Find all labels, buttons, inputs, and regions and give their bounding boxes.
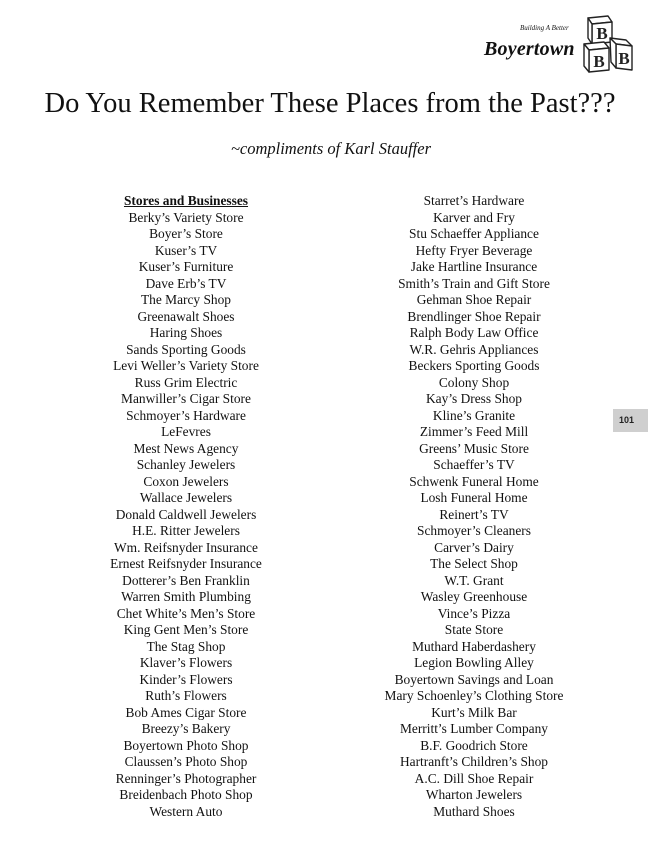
list-item: Breezy’s Bakery xyxy=(141,721,231,736)
list-item: Donald Caldwell Jewelers xyxy=(115,506,257,522)
list-item: Merritt’s Lumber Company xyxy=(399,721,549,736)
list-item: Jake Hartline Insurance xyxy=(410,259,538,274)
alphabet-blocks-icon xyxy=(574,14,634,78)
list-heading: Stores and Businesses xyxy=(123,193,249,208)
list-item: The Stag Shop xyxy=(146,638,226,654)
list-item: Berky’s Variety Store xyxy=(128,209,244,225)
block-letter: B xyxy=(596,24,608,43)
list-item: Brendlinger Shoe Repair xyxy=(407,308,541,324)
list-item: Wharton Jewelers xyxy=(425,787,523,802)
list-item: Gehman Shoe Repair xyxy=(416,292,532,307)
list-item: Schmoyer’s Hardware xyxy=(126,407,246,423)
list-item: Legion Bowling Alley xyxy=(414,655,534,670)
list-item: Wasley Greenhouse xyxy=(420,589,528,604)
list-item: W.T. Grant xyxy=(444,572,504,588)
list-item: Carver’s Dairy xyxy=(434,539,514,555)
list-item: Losh Funeral Home xyxy=(420,490,528,505)
list-item: Ruth’s Flowers xyxy=(145,688,227,703)
list-item: Ralph Body Law Office xyxy=(409,325,539,340)
list-item: Kay’s Dress Shop xyxy=(426,391,522,406)
list-item: Boyertown Savings and Loan xyxy=(394,671,554,687)
list-item: Dave Erb’s TV xyxy=(145,275,227,291)
page-title: Do You Remember These Places from the Past??? xyxy=(44,88,616,119)
list-item: Boyer’s Store xyxy=(149,226,223,241)
list-item: The Marcy Shop xyxy=(141,292,231,307)
list-item: Wallace Jewelers xyxy=(139,490,233,505)
list-item: Smith’s Train and Gift Store xyxy=(398,275,550,291)
list-item: Levi Weller’s Variety Store xyxy=(113,358,259,373)
list-item: Zimmer’s Feed Mill xyxy=(419,424,529,439)
list-item: Greens’ Music Store xyxy=(419,440,529,456)
list-item: Schmoyer’s Cleaners xyxy=(417,523,531,538)
list-item: The Select Shop xyxy=(430,556,518,571)
list-item: Kinder’s Flowers xyxy=(139,671,233,687)
list-item: Claussen’s Photo Shop xyxy=(124,754,248,769)
block-letter: B xyxy=(618,49,630,68)
list-item: Greenawalt Shoes xyxy=(137,308,235,324)
list-item: Muthard Shoes xyxy=(433,803,515,819)
list-item: State Store xyxy=(444,622,504,637)
list-item: Coxon Jewelers xyxy=(143,473,229,489)
page-number-tab: 101 xyxy=(613,409,648,432)
list-item: Kuser’s Furniture xyxy=(138,259,234,274)
page-subtitle: ~compliments of Karl Stauffer xyxy=(230,139,432,158)
list-item: Ernest Reifsnyder Insurance xyxy=(110,556,262,571)
list-item: Reinert’s TV xyxy=(439,506,509,522)
list-item: Hefty Fryer Beverage xyxy=(415,242,533,258)
list-item: Klaver’s Flowers xyxy=(139,655,233,670)
block-letter: B xyxy=(593,52,605,71)
list-item: Breidenbach Photo Shop xyxy=(119,787,253,802)
list-item: Boyertown Photo Shop xyxy=(123,737,249,753)
list-item: Warren Smith Plumbing xyxy=(121,589,251,604)
list-item: Karver and Fry xyxy=(433,209,515,225)
list-item: Kurt’s Milk Bar xyxy=(431,704,517,720)
list-item: Stu Schaeffer Appliance xyxy=(409,226,539,241)
list-item: W.R. Gehris Appliances xyxy=(409,341,539,357)
logo-tagline: Building A Better xyxy=(520,24,569,32)
list-item: Kuser’s TV xyxy=(154,242,218,258)
list-item: B.F. Goodrich Store xyxy=(420,737,528,753)
list-item: Mest News Agency xyxy=(133,440,239,456)
list-item: H.E. Ritter Jewelers xyxy=(132,523,240,538)
list-item: Russ Grim Electric xyxy=(134,374,238,390)
boyertown-logo xyxy=(482,12,634,78)
list-item: Dotterer’s Ben Franklin xyxy=(122,572,250,588)
list-item: LeFevres xyxy=(161,424,211,439)
list-item: Western Auto xyxy=(149,803,223,819)
list-item: Muthard Haberdashery xyxy=(412,638,536,654)
list-item: Chet White’s Men’s Store xyxy=(116,605,256,621)
list-item: Renninger’s Photographer xyxy=(115,770,257,786)
list-item: Beckers Sporting Goods xyxy=(408,358,540,373)
list-item: Sands Sporting Goods xyxy=(126,341,246,357)
list-item: Wm. Reifsnyder Insurance xyxy=(114,539,258,555)
list-item: Schanley Jewelers xyxy=(136,457,236,472)
list-item: A.C. Dill Shoe Repair xyxy=(414,770,534,786)
list-item: Haring Shoes xyxy=(149,325,223,340)
list-item: Starret’s Hardware xyxy=(423,193,525,208)
list-item: Manwiller’s Cigar Store xyxy=(121,391,251,406)
list-item: Hartranft’s Children’s Shop xyxy=(399,754,549,769)
list-item: Schaeffer’s TV xyxy=(433,457,515,472)
stores-list-right xyxy=(364,193,584,820)
list-item: Vince’s Pizza xyxy=(437,605,511,621)
list-item: Colony Shop xyxy=(438,374,510,390)
list-item: Kline’s Granite xyxy=(432,407,516,423)
logo-name: Boyertown xyxy=(484,38,575,60)
list-item: Schwenk Funeral Home xyxy=(409,473,539,489)
list-item: Mary Schoenley’s Clothing Store xyxy=(384,688,564,703)
list-item: Bob Ames Cigar Store xyxy=(125,704,247,720)
stores-list-left xyxy=(76,193,296,820)
list-item: King Gent Men’s Store xyxy=(123,622,249,637)
